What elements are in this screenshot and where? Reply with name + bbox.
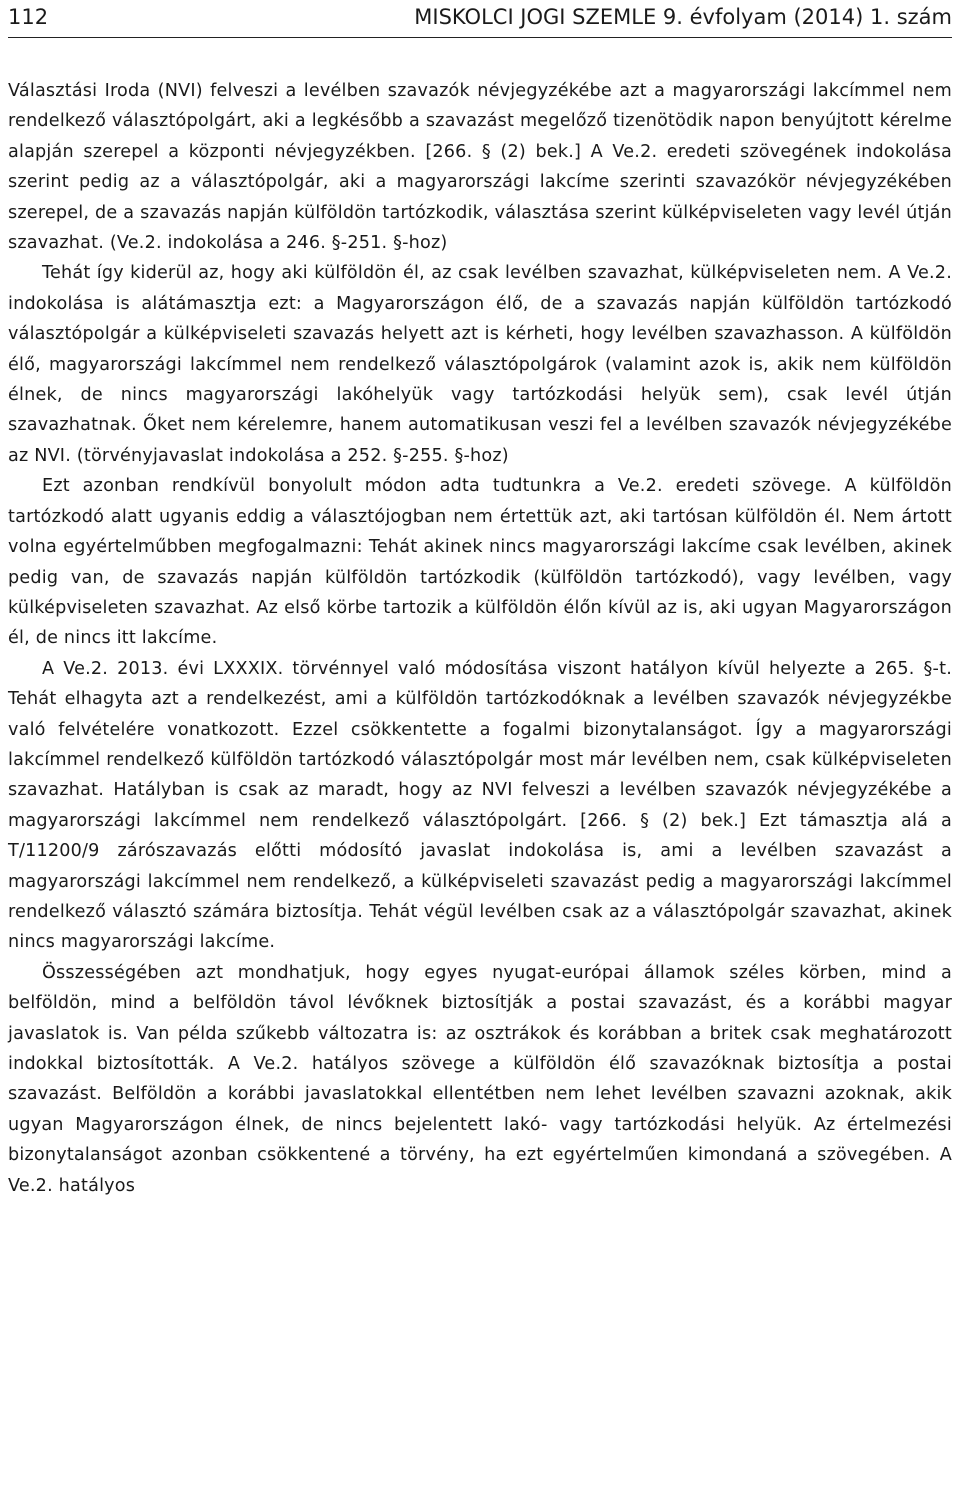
paragraph: Ezt azonban rendkívül bonyolult módon adta tudtunkra a Ve.2. eredeti szövege. A külföldön tartózkodó alatt ugyanis eddig a választójogban nem értettük azt, aki tartósan külföldön él. Nem ártott volna egyértelműbben megfogalmazni: Tehát akinek nincs magyarországi lakcíme csak levélben, akinek pedig van, de szavazás napján külföldön tartózkodik (külföldön tartózkodó), vagy levélben, vagy külképviseleten szavazhat. Az első körbe tartozik a külföldön élőn kívül az is, aki ugyan Magyarországon él, de nincs itt lakcíme. [8,476,952,649]
paragraph: Összességében azt mondhatjuk, hogy egyes nyugat-európai államok széles körben, mind a belföldön, mind a belföldön távol lévőknek biztosítják a postai szavazást, és a korábbi magyar javaslatok is. Van példa szűkebb változatra is: az osztrákok és korábban a britek csak meghatározott indokkal biztosították. A Ve.2. hatályos szövege a külföldön élő szavazóknak biztosítja a postai szavazást. Belföldön a korábbi javaslatokkal ellentétben nem lehet levélben szavazni azoknak, akik ugyan Magyarországon élnek, de nincs bejelentett lakó- vagy tartózkodási helyük. Az értelmezési bizonytalanságot azonban csökkentené a törvény, ha ezt egyértelműen kimondaná a szövegében. A Ve.2. hatályos [8,962,952,1196]
running-header [8,0,952,34]
body-text [8,76,952,1201]
journal-title: MISKOLCI JOGI SZEMLE 9. évfolyam (2014) 1. szám [414,5,952,29]
paragraph: Választási Iroda (NVI) felveszi a levélben szavazók névjegyzékébe azt a magyarországi lakcímmel nem rendelkező választópolgárt, aki a legkésőbb a szavazást megelőző tizenötödik napon benyújtott kérelme alapján szerepel a központi névjegyzékben. [266. § (2) bek.] A Ve.2. eredeti szövegének indokolása szerint pedig az a választópolgár, aki a magyarországi lakcíme szerinti szavazókör névjegyzékében szerepel, de a szavazás napján külföldön tartózkodik, választása szerint külképviseleten vagy levél útján szavazhat. (Ve.2. indokolása a 246. §-251. §-hoz) [8,81,952,254]
page-number: 112 [8,5,49,29]
paragraph: A Ve.2. 2013. évi LXXXIX. törvénnyel való módosítása viszont hatályon kívül helyezte a 265. §-t. Tehát elhagyta azt a rendelkezést, ami a külföldön tartózkodóknak a levélben szavazók névjegyzékbe való felvételére vonatkozott. Ezzel csökkentette a fogalmi bizonytalanságot. Így a magyarországi lakcímmel rendelkező külföldön tartózkodó választópolgár most már levélben nem, csak külképviseleten szavazhat. Hatályban is csak az maradt, hogy az NVI felveszi a levélben szavazók névjegyzékébe a magyarországi lakcímmel nem rendelkező választópolgárt. [266. § (2) bek.] Ezt támasztja alá a T/11200/9 zárószavazás előtti módosító javaslat indokolása is, ami a levélben szavazást a magyarországi lakcímmel nem rendelkező, a külképviseleti szavazást pedig a magyarországi lakcímmel rendelkező választó számára biztosítja. Tehát végül levélben csak az a választópolgár szavazhat, akinek nincs magyarországi lakcíme. [8,658,952,953]
header-rule [8,37,952,38]
paragraph: Tehát így kiderül az, hogy aki külföldön él, az csak levélben szavazhat, külképviseleten nem. A Ve.2. indokolása is alátámasztja ezt: a Magyarországon élő, de a szavazás napján külföldön tartózkodó választópolgár a külképviseleti szavazás helyett azt is kérheti, hogy levélben szavazhasson. A külföldön élő, magyarországi lakcímmel nem rendelkező választópolgárok (valamint azok is, akik nem külföldön élnek, de nincs magyarországi lakóhelyük vagy tartózkodási helyük sem), csak levél útján szavazhatnak. Őket nem kérelemre, hanem automatikusan veszi fel a levélben szavazók névjegyzékébe az NVI. (törvényjavaslat indokolása a 252. §-255. §-hoz) [8,263,952,466]
